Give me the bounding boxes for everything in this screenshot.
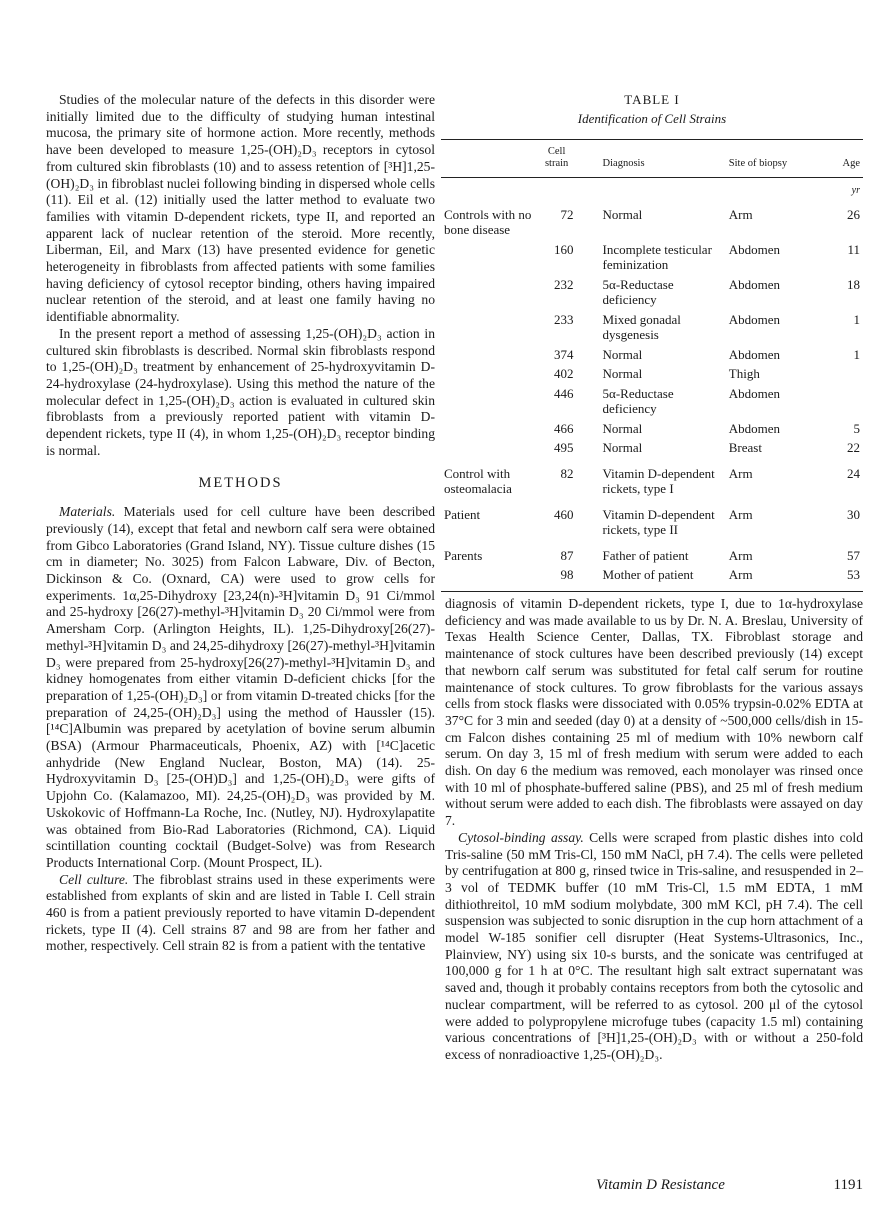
strain-cell: 82 <box>560 465 574 481</box>
age-cell <box>823 386 863 421</box>
diagnosis-cell: 5α-Reductase deficiency <box>602 276 674 307</box>
cell-culture-paragraph <box>46 872 435 956</box>
cell-culture-text: The fibroblast strains used in these experiments were established from explants of skin and are listed in Table I. Cell strain 460 is from a patient previously reported to have vitamin D-dependent rickets, type II (4). Cell strains 87 and 98 are from her father and mother, respectively. Cell strain 82 is from a patient with the tentative <box>46 871 435 954</box>
strain-cell: 402 <box>554 366 574 381</box>
site-cell: Abdomen <box>728 241 781 257</box>
header-age: Age <box>823 140 863 178</box>
group-label-cell: Control with osteomalacia <box>444 465 512 496</box>
running-head: Vitamin D Resistance <box>596 1177 725 1193</box>
group-label-cell <box>441 312 537 347</box>
strain-cell: 160 <box>554 241 574 257</box>
age-cell: 5 <box>853 420 860 436</box>
strain-cell: 374 <box>554 346 574 362</box>
diagnosis-cell: Father of patient <box>602 547 689 563</box>
diagnosis-cell: Normal <box>602 346 643 362</box>
site-cell: Arm <box>728 547 753 563</box>
cytosol-subheading: Cytosol-binding assay. <box>458 829 584 845</box>
page-footer <box>596 1177 863 1194</box>
strain-cell: 495 <box>554 440 574 455</box>
table-row <box>441 366 863 386</box>
diagnosis-cell: Vitamin D-dependent rickets, type I <box>602 465 715 496</box>
diagnosis-cell: Incomplete testicular feminization <box>602 241 712 272</box>
table-1 <box>441 92 863 592</box>
left-column <box>46 92 435 955</box>
group-label-cell <box>441 567 537 591</box>
table-header-row <box>441 140 863 178</box>
site-cell: Arm <box>728 506 753 522</box>
site-cell: Breast <box>728 440 762 455</box>
age-cell: 53 <box>823 567 863 591</box>
diagnosis-cell: Mixed gonadal dysgenesis <box>602 311 681 342</box>
group-label-cell <box>441 242 537 277</box>
strain-cell: 466 <box>554 420 574 436</box>
table-row <box>441 440 863 466</box>
group-label-cell: Patient <box>444 506 481 522</box>
table-row <box>441 277 863 312</box>
table-row <box>441 347 863 367</box>
strain-cell: 460 <box>554 506 574 522</box>
table-row <box>441 312 863 347</box>
age-cell: 1 <box>853 311 860 327</box>
table-row <box>441 386 863 421</box>
strain-cell: 98 <box>537 567 577 591</box>
group-label-cell <box>441 421 537 441</box>
site-cell: Abdomen <box>728 311 781 327</box>
materials-text: Materials used for cell culture have been described previously (14), except that fetal and newborn calf sera were obtained from Gibco Laboratories (Grand Island, NY). Tissue culture dishes (15 cm in diameter; No. 3025) from Falcon Labware, Div. of Becton, Dickinson & Co. (Oxnard, CA) were used to grow cells for experiments. 1α,25-Dihydroxy [23,24(n)-³H]vitamin D₃ 91 Ci/mmol and 25-hydroxy [26(27)-methyl-³H]vitamin D₃ 20 Ci/mmol were from Amersham Corp. (Arlington Heights, IL). 1,25-Dihydroxy[26(27)-methyl-³H]vitamin D₃ and 24,25-dihydroxy [26(27)-methyl-³H]vitamin D₃ were prepared from 25-hydroxy[26(27)-methyl-³H]vitamin D₃ and kidney homogenates from either vitamin D-deficient chicks [for the preparation of 1,25-(OH)₂D₃] or from vitamin D-treated chicks [for the preparation of 24,25-(OH)₂D₃] using the method of Haussler (15). [¹⁴C]Albumin was prepared by acetylation of bovine serum albumin (BSA) (Armour Pharmaceuticals, Phoenix, AZ) with [¹⁴C]acetic anhydride (New England Nuclear, Boston, MA) (14). 25-Hydroxyvitamin D₃ [25-(OH)D₃] and 1,25-(OH)₂D₃ were gifts of Upjohn Co. (Kalamazoo, MI). 24,25-(OH)₂D₃ was provided by M. Uskokovic of Hoffmann-La Roche, Inc. (Nutley, NJ). Hydroxylapatite was obtained from Bio-Rad Laboratories (Richmond, CA). Liquid scintillation counting cocktail (Budget-Solve) was from Research Products International Corp. (Mount Prospect, IL). <box>46 504 435 870</box>
intro-paragraph-2: In the present report a method of assessing 1,25-(OH)₂D₃ action in cultured skin fibroblasts is described. Normal skin fibroblasts respond to 1,25-(OH)₂D₃ treatment by enhancement of 25-hydroxyvitamin D-24-hydroxylase (24-hydroxylase). Using this method the nature of the molecular defect in 1,25-(OH)₂D₃ action is evaluated in cultured skin fibroblasts from a previously reported patient with vitamin D-dependent rickets, type II (4), in whom 1,25-(OH)₂D₃ receptor binding is normal. <box>46 325 435 458</box>
age-cell: 1 <box>853 346 860 362</box>
group-label-cell <box>441 277 537 312</box>
age-cell: 24 <box>847 465 860 481</box>
age-cell: 26 <box>847 206 860 222</box>
age-cell: 22 <box>847 440 860 455</box>
site-cell: Abdomen <box>728 276 781 292</box>
header-group <box>441 140 537 178</box>
age-cell: 30 <box>847 506 860 522</box>
group-label-cell <box>441 386 537 421</box>
diagnosis-cell: Normal <box>602 366 643 381</box>
materials-subheading: Materials. <box>59 504 116 520</box>
table-body <box>441 178 863 592</box>
header-diagnosis: Diagnosis <box>577 140 726 178</box>
diagnosis-cell: Vitamin D-dependent rickets, type II <box>602 506 715 537</box>
table-row <box>441 242 863 277</box>
strain-cell: 446 <box>554 385 574 401</box>
diagnosis-cell: Normal <box>602 440 643 455</box>
site-cell: Thigh <box>728 366 760 381</box>
intro-paragraph-1: Studies of the molecular nature of the defects in this disorder were initially limited due to the difficulty of studying human intestinal mucosa, the primary site of hormone action. More recently, methods have been developed to measure 1,25-(OH)₂D₃ receptors in cytosol from cultured skin fibroblasts (10) and to assess retention of [³H]1,25-(OH)₂D₃ in fibroblast nuclei following binding in dispersed whole cells (11). Eil et al. (12) initially used the latter method to evaluate two families with vitamin D-dependent rickets, type II, and reported an apparent lack of nuclear retention of the steroid. More recently, Liberman, Eil, and Marx (13) have presented evidence for genetic heterogeneity in fibroblasts from affected patients with some families having deficiency of cytosol receptor binding, others having impaired nuclear retention of the steroid, and at least one family having no identifiable abnormality. <box>46 92 435 325</box>
unit-row <box>441 178 863 207</box>
age-unit: yr <box>851 185 860 196</box>
cell-strain-table <box>441 139 863 592</box>
right-column <box>445 596 863 1064</box>
strain-cell: 72 <box>560 206 574 222</box>
table-row <box>441 507 863 548</box>
cytosol-paragraph <box>445 830 863 1064</box>
site-cell: Arm <box>728 206 753 222</box>
group-label-cell <box>441 347 537 367</box>
table-row <box>441 421 863 441</box>
diagnosis-cell: Mother of patient <box>577 567 726 591</box>
materials-paragraph <box>46 504 435 871</box>
group-label-cell <box>441 440 537 466</box>
strain-cell: 233 <box>554 311 574 327</box>
site-cell: Abdomen <box>728 346 781 362</box>
cell-culture-subheading: Cell culture. <box>59 871 129 887</box>
age-cell: 18 <box>847 276 860 292</box>
strain-cell: 87 <box>560 547 574 563</box>
age-cell <box>823 366 863 386</box>
age-cell: 57 <box>847 547 860 563</box>
group-label-cell <box>441 366 537 386</box>
methods-heading: METHODS <box>198 475 283 492</box>
cell-culture-continuation: diagnosis of vitamin D-dependent rickets, type I, due to 1α-hydroxylase deficiency and was made available to us by Dr. N. A. Breslau, University of Texas Health Science Center, Dallas, TX. Fibroblast storage and maintenance of stock cultures have been described previously (14) except that newborn calf serum was substituted for fetal calf serum for routine maintenance of stock cultures. To grow fibroblasts for the various assays cells from stock flasks were dissociated with 0.05% trypsin-0.02% EDTA at 37°C for 3 min and seeded (day 0) at a density of ~500,000 cells/dish in 15-cm Falcon dishes containing 25 ml of medium with 10% newborn calf serum. On day 3, 15 ml of fresh medium with serum were added to each dish. On day 6 the medium was removed, each monolayer was rinsed once with 10 ml of phosphate-buffered saline (PBS), and 25 ml of fresh medium without serum were added to each dish. The fibroblasts were assayed on day 7. <box>445 596 863 829</box>
group-label-cell: Parents <box>444 547 483 563</box>
header-cell-strain: Cell strain <box>537 140 577 178</box>
header-site-of-biopsy: Site of biopsy <box>726 140 823 178</box>
page-number: 1191 <box>833 1177 863 1193</box>
group-label-cell: Controls with no bone disease <box>444 206 532 237</box>
site-cell: Arm <box>726 567 823 591</box>
site-cell: Abdomen <box>728 385 781 401</box>
table-title: Identification of Cell Strains <box>577 111 727 126</box>
strain-cell: 232 <box>554 276 574 292</box>
site-cell: Arm <box>728 465 753 481</box>
table-row <box>441 548 863 568</box>
diagnosis-cell: Normal <box>602 420 643 436</box>
table-row <box>441 567 863 591</box>
site-cell: Abdomen <box>728 420 781 436</box>
table-number: TABLE I <box>624 92 680 107</box>
cytosol-text: Cells were scraped from plastic dishes into cold Tris-saline (50 mM Tris-Cl, 150 mM NaCl, pH 7.4). The cells were pelleted by centrifugation at 800 g, rinsed twice in Tris-saline, and resuspended in 2–3 vol of TEDMK buffer (10 mM Tris-Cl, 1.5 mM EDTA, 1 mM dithiothreitol, 10 mM sodium molybdate, 300 mM KCl, pH 7.4). The cell suspension was subjected to sonic disruption in the cup horn attachment of a model W-185 sonifier cell disrupter (Heat Systems-Ultrasonics, Inc., Plainview, NY) using six 10-s bursts, and the sonicate was centrifuged at 100,000 g for 1 h at 0°C. The resultant high salt extract supernatant was saved and, though it probably contains receptors from both the cytosolic and nuclear compartment, will be referred to as cytosol. 200 μl of the cytosol were added to polypropylene microfuge tubes (capacity 1.5 ml) containing various concentrations of [³H]1,25-(OH)₂D₃ with or without a 250-fold excess of nonradioactive 1,25-(OH)₂D₃. <box>445 829 864 1062</box>
diagnosis-cell: Normal <box>602 206 643 222</box>
table-row <box>441 207 863 242</box>
diagnosis-cell: 5α-Reductase deficiency <box>602 385 674 416</box>
table-row <box>441 466 863 507</box>
age-cell: 11 <box>847 241 860 257</box>
